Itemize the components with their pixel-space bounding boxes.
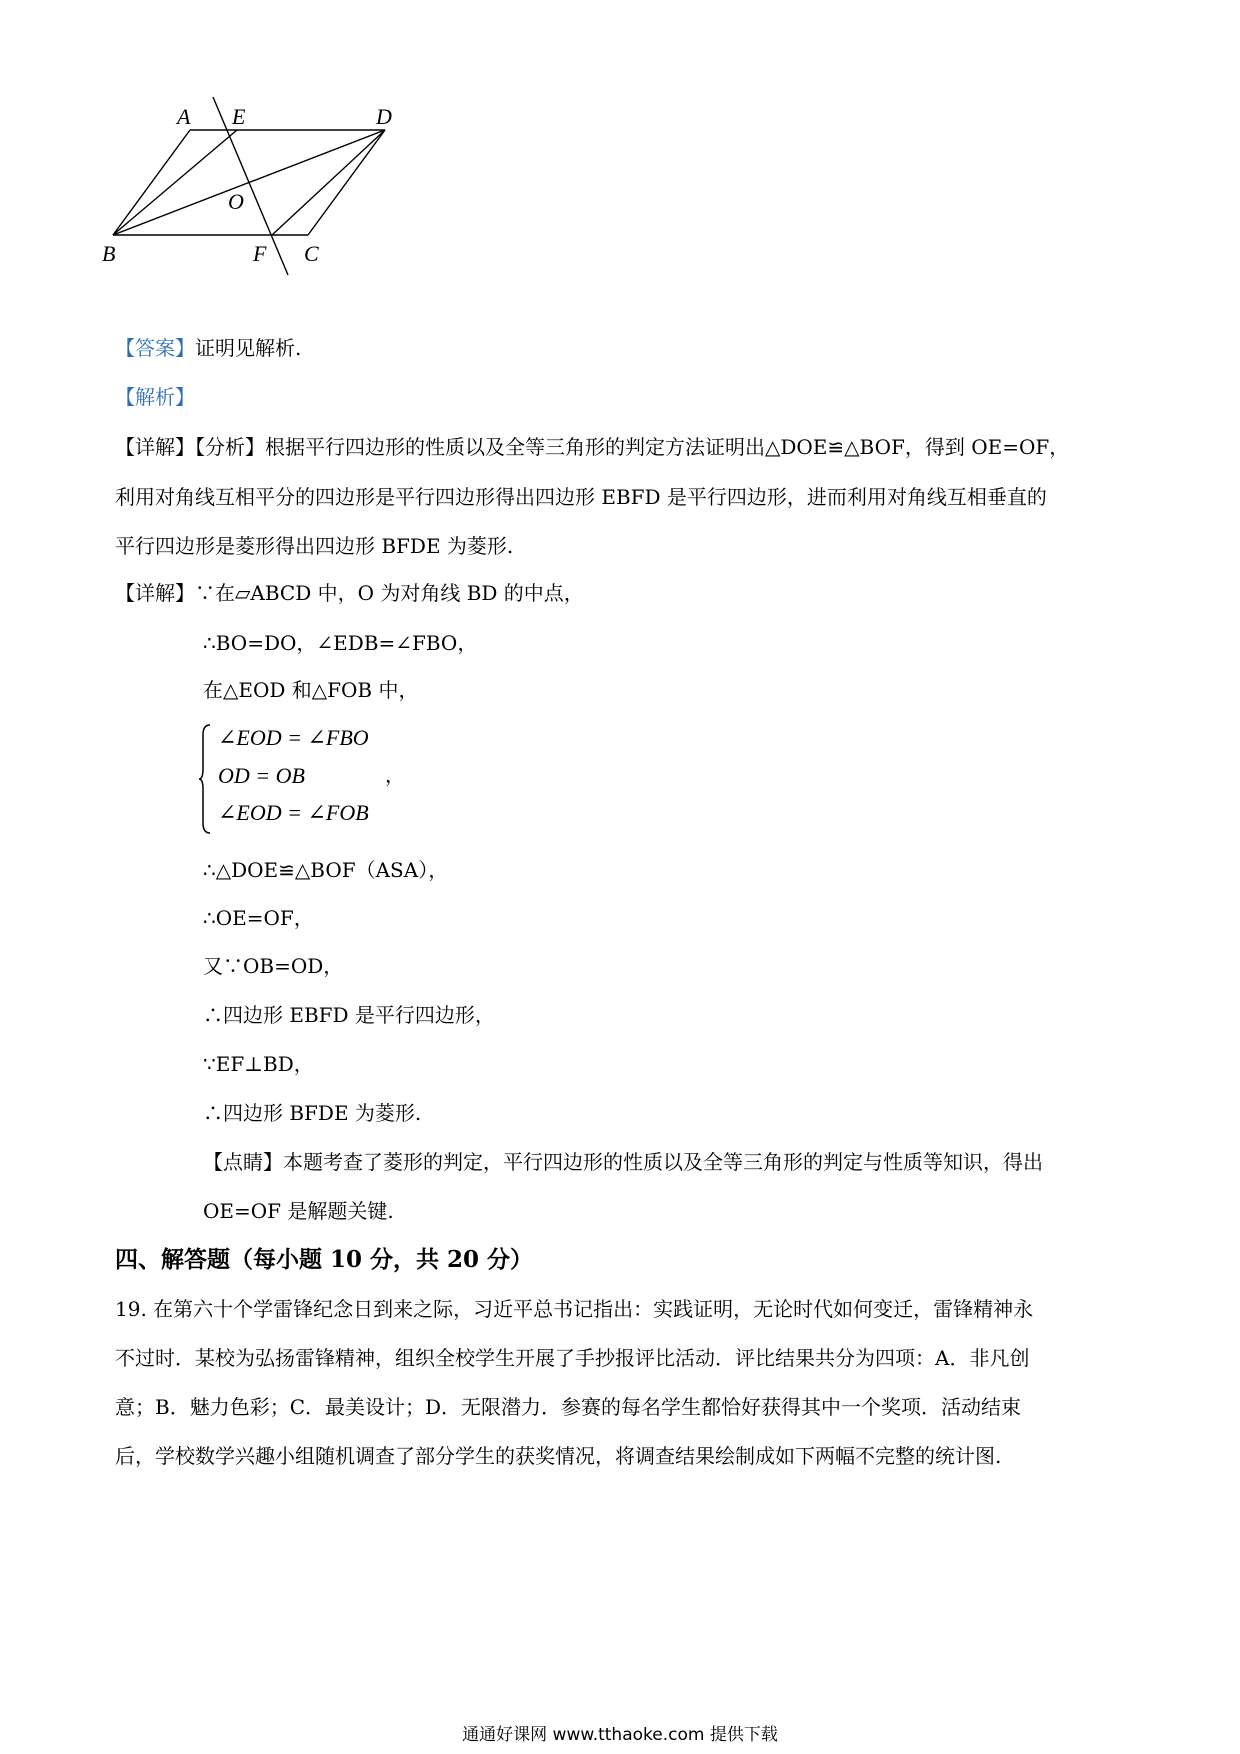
problem-19-line-3: 意；B．魅力色彩；C．最美设计；D．无限潜力．参赛的每名学生都恰好获得其中一个奖项．活动结束 — [115, 1395, 1022, 1419]
parallelogram-figure — [102, 104, 430, 285]
segment-be — [113, 130, 237, 235]
system-eq-3: ∠EOD = ∠FOB — [218, 800, 369, 825]
detail-step-4: ∴OE=OF， — [203, 906, 314, 930]
analysis-tag: 【解析】 — [115, 385, 195, 409]
label-o: O — [228, 189, 244, 214]
detail-step-7: ∵EF⊥BD， — [203, 1052, 314, 1076]
answer-text: 证明见解析. — [195, 336, 302, 360]
answer-line — [115, 335, 301, 361]
detail-step-5: 又∵OB=OD， — [203, 954, 344, 978]
detail-step-3: ∴△DOE≌△BOF（ASA）， — [203, 858, 449, 882]
detail-step-8: ∴四边形 BFDE 为菱形. — [203, 1101, 422, 1125]
segment-ab — [113, 130, 190, 235]
problem-19-line-4: 后，学校数学兴趣小组随机调查了部分学生的获奖情况，将调查结果绘制成如下两幅不完整的统计图. — [115, 1444, 1002, 1468]
label-d: D — [376, 104, 392, 129]
analysis-line-3: 平行四边形是菱形得出四边形 BFDE 为菱形. — [115, 534, 514, 558]
section-title: 四、解答题（每小题 10 分，共 20 分） — [115, 1246, 534, 1273]
analysis-line-2: 利用对角线互相平分的四边形是平行四边形得出四边形 EBFD 是平行四边形，进而利用对角线互相垂直的 — [115, 485, 1047, 509]
line-ef — [213, 97, 288, 275]
label-a: A — [177, 104, 191, 129]
problem-19-line-1: 19. 在第六十个学雷锋纪念日到来之际，习近平总书记指出：实践证明，无论时代如何变迁，雷锋精神永 — [115, 1297, 1034, 1321]
system-eq-2: OD = OB — [218, 763, 305, 788]
detail-step-6: ∴四边形 EBFD 是平行四边形， — [203, 1003, 495, 1027]
detail-step-1: ∴BO=DO，∠EDB=∠FBO， — [203, 631, 478, 655]
detail-first: 【详解】∵在▱ABCD 中，O 为对角线 BD 的中点， — [115, 581, 584, 605]
segment-df — [272, 130, 385, 235]
remark-line-2: OE=OF 是解题关键. — [203, 1199, 394, 1223]
label-b: B — [102, 241, 116, 266]
remark-line-1: 【点睛】本题考查了菱形的判定，平行四边形的性质以及全等三角形的判定与性质等知识，得出 — [203, 1150, 1043, 1174]
label-f: F — [253, 241, 267, 266]
problem-19-line-2: 不过时．某校为弘扬雷锋精神，组织全校学生开展了手抄报评比活动．评比结果共分为四项：A．非凡创 — [115, 1346, 1030, 1370]
segment-dc — [308, 130, 385, 235]
detail-step-2: 在△EOD 和△FOB 中， — [203, 678, 419, 702]
system-comma: ， — [385, 763, 405, 787]
analysis-line-1: 【详解】【分析】根据平行四边形的性质以及全等三角形的判定方法证明出△DOE≌△BOF，得到 OE=OF， — [115, 435, 1070, 459]
system-eq-1: ∠EOD = ∠FBO — [218, 725, 369, 750]
label-c: C — [304, 241, 319, 266]
answer-tag: 【答案】 — [115, 336, 195, 360]
footer-text: 通通好课网 www.tthaoke.com 提供下载 — [462, 1725, 778, 1745]
system-brace — [198, 723, 212, 835]
label-e: E — [232, 104, 246, 129]
